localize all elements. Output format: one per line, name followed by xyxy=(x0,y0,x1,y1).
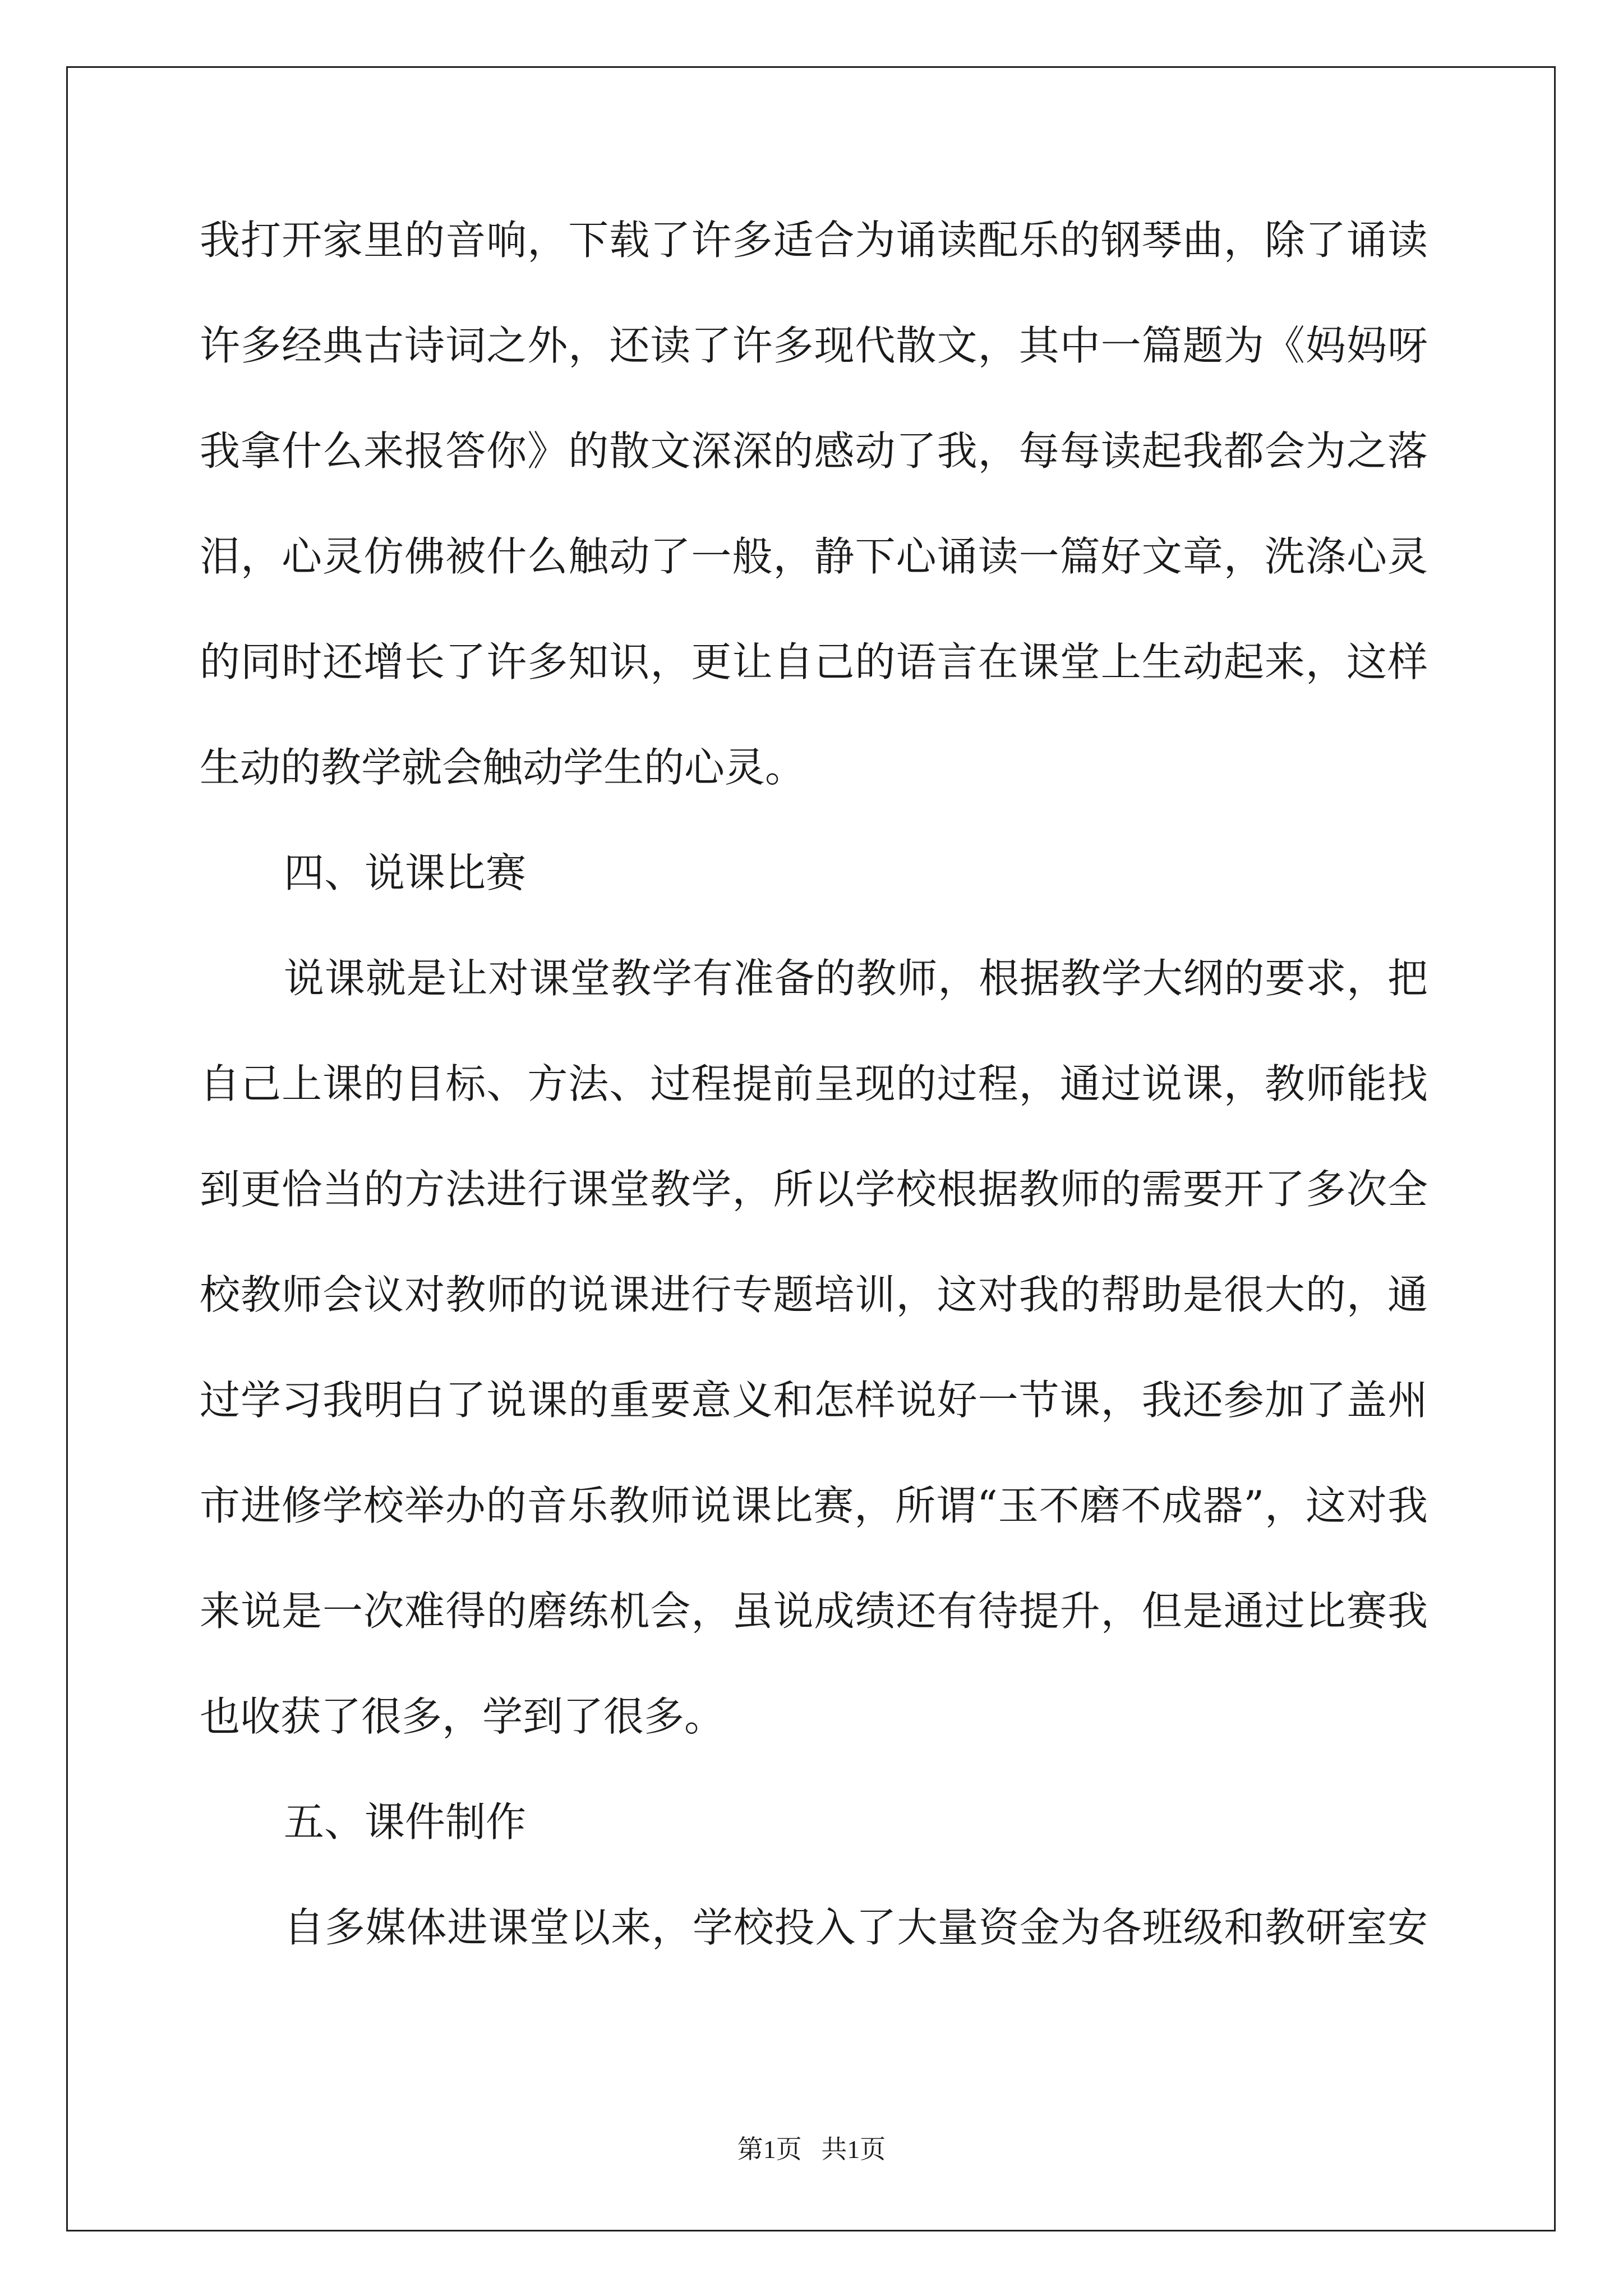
text-line: 许多经典古诗词之外，还读了许多现代散文，其中一篇题为《妈妈呀 xyxy=(200,322,1428,369)
text-line: 说课就是让对课堂教学有准备的教师，根据教学大纲的要求，把 xyxy=(284,955,1428,1002)
page-footer xyxy=(0,2133,1623,2166)
section-heading: 四、说课比赛 xyxy=(284,849,527,896)
text-line: 泪，心灵仿佛被什么触动了一般，静下心诵读一篇好文章，洗涤心灵 xyxy=(200,533,1428,580)
text-line: 自己上课的目标、方法、过程提前呈现的过程，通过说课，教师能找 xyxy=(200,1060,1428,1107)
text-line: 自多媒体进课堂以来，学校投入了大量资金为各班级和教研室安 xyxy=(284,1904,1428,1951)
section-heading: 五、课件制作 xyxy=(284,1798,527,1846)
text-line: 也收获了很多，学到了很多。 xyxy=(200,1693,725,1740)
text-line: 过学习我明白了说课的重要意义和怎样说好一节课，我还参加了盖州 xyxy=(200,1377,1428,1424)
text-line: 我拿什么来报答你》的散文深深的感动了我，每每读起我都会为之落 xyxy=(200,427,1428,475)
text-line: 生动的教学就会触动学生的心灵。 xyxy=(200,744,806,791)
text-line: 我打开家里的音响，下载了许多适合为诵读配乐的钢琴曲，除了诵读 xyxy=(200,217,1428,264)
document-body xyxy=(200,213,1428,2006)
text-line: 市进修学校举办的音乐教师说课比赛，所谓“玉不磨不成器”，这对我 xyxy=(200,1482,1428,1529)
text-line: 校教师会议对教师的说课进行专题培训，这对我的帮助是很大的，通 xyxy=(200,1271,1428,1318)
text-line: 到更恰当的方法进行课堂教学，所以学校根据教师的需要开了多次全 xyxy=(200,1166,1428,1213)
text-line: 的同时还增长了许多知识，更让自己的语言在课堂上生动起来，这样 xyxy=(200,638,1428,685)
page-number: 第1页 xyxy=(737,2135,802,2164)
text-line: 来说是一次难得的磨练机会，虽说成绩还有待提升，但是通过比赛我 xyxy=(200,1588,1428,1635)
page-total: 共1页 xyxy=(821,2135,886,2164)
